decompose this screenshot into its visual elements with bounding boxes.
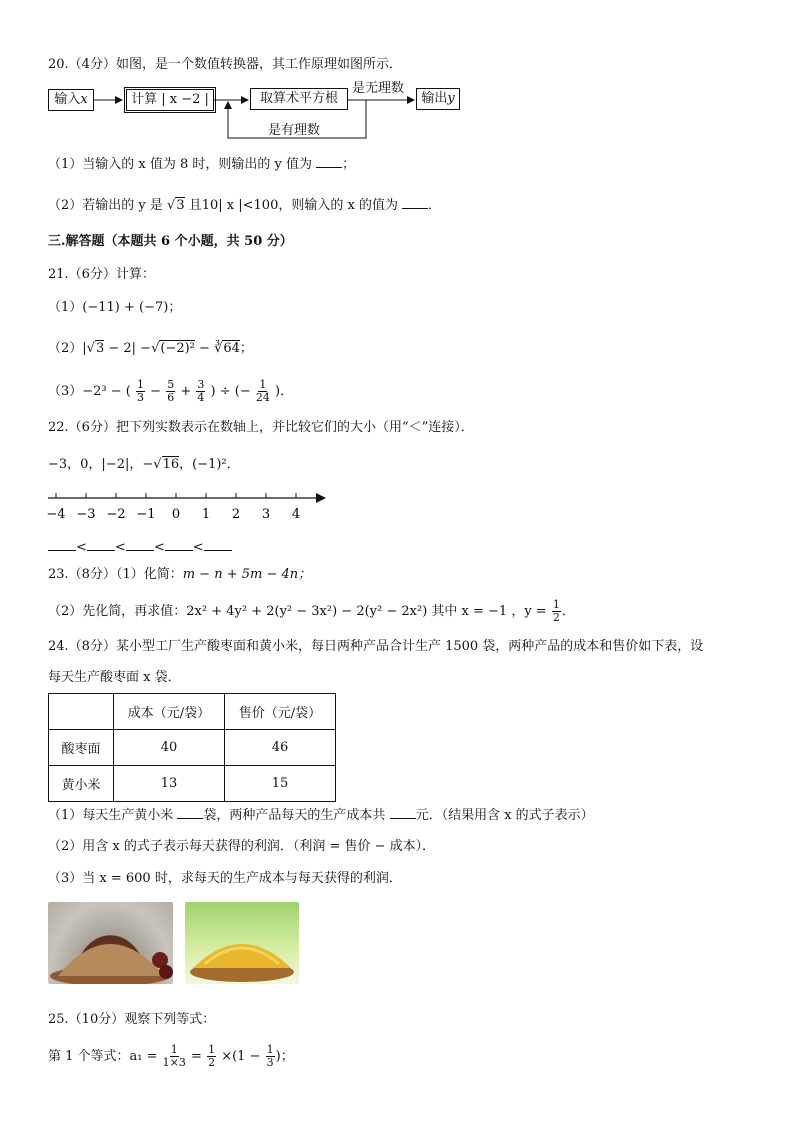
q20-header: 20.（4分）如图，是一个数值转换器，其工作原理如图所示． bbox=[48, 57, 402, 72]
q20-sub1-text: （1）当输入的 x 值为 8 时，则输出的 y 值为 bbox=[48, 157, 313, 172]
flow-calc-box: 计算 | x −2 | bbox=[124, 87, 216, 113]
millet-photo bbox=[185, 902, 299, 984]
q21-header: 21.（6分）计算： bbox=[48, 267, 155, 282]
flow-input-var: x bbox=[80, 92, 88, 107]
table-cell: 15 bbox=[225, 766, 336, 802]
number-line-arrow-icon bbox=[316, 493, 326, 503]
answer-blank bbox=[87, 538, 115, 551]
q23-sub2 bbox=[48, 599, 575, 624]
fraction bbox=[552, 599, 561, 624]
q24-sub1-c: 元．（结果用含 x 的式子表示） bbox=[415, 808, 594, 823]
q20-sub2-root: 3 bbox=[176, 198, 185, 213]
q21-sub2-f: 64 bbox=[223, 341, 240, 356]
q21-sub2: （2）|√3 − 2| −√(−2)² − ∛64； bbox=[48, 341, 253, 356]
flow-sqrt-box: 取算术平方根 bbox=[250, 88, 348, 110]
frac-num: 1 bbox=[552, 598, 560, 611]
flow-input-label: 输入 bbox=[54, 92, 81, 107]
fraction bbox=[207, 1044, 216, 1069]
flour-pile-icon bbox=[48, 902, 173, 984]
number-line-tick-label: 3 bbox=[261, 507, 271, 522]
fraction bbox=[136, 379, 145, 404]
q20-sub2-text: （2）若输出的 y 是 bbox=[48, 198, 163, 213]
table-header-price: 售价（元/袋） bbox=[225, 694, 336, 730]
table-header-cost: 成本（元/袋） bbox=[114, 694, 225, 730]
lt-sign: < bbox=[76, 540, 87, 555]
q24-sub2: （2）用含 x 的式子表示每天获得的利润．（利润 = 售价 − 成本）． bbox=[48, 839, 436, 854]
answer-blank bbox=[177, 806, 203, 819]
arrow-feedback bbox=[228, 100, 366, 138]
q20-sub2-mid: 且10 bbox=[188, 198, 219, 213]
flow-output-var: y bbox=[447, 91, 455, 106]
frac-den: 3 bbox=[266, 1056, 274, 1069]
table-cell: 40 bbox=[114, 730, 225, 766]
jujube-flour-photo bbox=[48, 902, 173, 984]
answer-blank bbox=[165, 538, 193, 551]
number-line-tick-label: −2 bbox=[106, 507, 126, 522]
q21-sub1: （1）(−11) + (−7)； bbox=[48, 300, 182, 315]
table-cell: 13 bbox=[114, 766, 225, 802]
lt-sign: < bbox=[153, 540, 165, 555]
number-line-ticks bbox=[46, 493, 300, 522]
q22-numbers: −3，0，|−2|，−√16，(−1)²． bbox=[48, 457, 240, 472]
operator: ) ÷ (− bbox=[210, 384, 251, 399]
q25-eq1 bbox=[48, 1044, 294, 1069]
answer-blank bbox=[204, 538, 232, 551]
frac-num: 1 bbox=[259, 378, 267, 391]
answer-blank bbox=[316, 155, 342, 168]
frac-num: 1 bbox=[137, 378, 145, 391]
q21-sub2-d: (−2)² bbox=[160, 341, 195, 356]
number-line-tick-label: 1 bbox=[201, 507, 211, 522]
q24-sub1-a: （1）每天生产黄小米 bbox=[48, 808, 174, 823]
frac-den: 1×3 bbox=[162, 1056, 186, 1069]
frac-den: 3 bbox=[137, 391, 145, 404]
q21-sub2-a: （2）| bbox=[48, 341, 87, 356]
frac-num: 1 bbox=[266, 1043, 274, 1056]
answer-blank bbox=[390, 806, 416, 819]
flow-irrational-label: 是无理数 bbox=[352, 81, 405, 96]
q21-sub2-b: 3 bbox=[95, 341, 105, 356]
number-line-tick-label: −4 bbox=[46, 507, 66, 522]
q25-header: 25.（10分）观察下列等式： bbox=[48, 1012, 216, 1027]
number-line bbox=[40, 486, 340, 526]
q20-sub2-end: ． bbox=[428, 198, 442, 213]
frac-den: 24 bbox=[255, 391, 270, 404]
q21-sub3-end: )． bbox=[275, 384, 294, 399]
frac-den: 2 bbox=[552, 611, 560, 624]
q22-nums-a: −3，0，|−2|，− bbox=[48, 457, 154, 472]
q25-eq-end: )； bbox=[275, 1049, 294, 1064]
section-title: 三.解答题（本题共 6 个小题，共 50 分） bbox=[48, 234, 293, 249]
answer-blank bbox=[126, 538, 154, 551]
q25-eq-a: 第 1 个等式：a₁ = bbox=[48, 1049, 158, 1064]
operator: − bbox=[150, 384, 162, 399]
operator: + bbox=[180, 384, 192, 399]
q20-sub1 bbox=[48, 155, 355, 174]
frac-num: 3 bbox=[197, 378, 205, 391]
frac-den: 6 bbox=[167, 391, 175, 404]
table-cell: 黄小米 bbox=[49, 766, 114, 802]
fraction bbox=[266, 1044, 275, 1069]
q21-sub3-a: （3）−2³ − ( bbox=[48, 384, 131, 399]
frac-num: 1 bbox=[208, 1043, 216, 1056]
answer-blank bbox=[48, 538, 76, 551]
q22-compare bbox=[48, 538, 232, 557]
q24-line1: 24.（8分）某小型工厂生产酸枣面和黄小米，每日两种产品合计生产 1500 袋，两种产品的成本和售价如下表，设 bbox=[48, 639, 704, 654]
q22-nums-b: ，(−1)²． bbox=[179, 457, 240, 472]
q24-line2: 每天生产酸枣面 x 袋． bbox=[48, 670, 181, 685]
q20-sub1-end: ； bbox=[342, 157, 356, 172]
q25-eq-b: = bbox=[191, 1049, 202, 1064]
frac-num: 5 bbox=[167, 378, 175, 391]
table-row bbox=[49, 730, 336, 766]
lt-sign: < bbox=[114, 540, 126, 555]
q21-sub2-c: − 2| − bbox=[104, 341, 152, 356]
q22-header: 22.（6分）把下列实数表示在数轴上，并比较它们的大小（用“＜”连接）． bbox=[48, 420, 474, 435]
number-line-tick-label: 4 bbox=[291, 507, 301, 522]
table-row bbox=[49, 766, 336, 802]
frac-den: 2 bbox=[208, 1056, 216, 1069]
millet-bowl-icon bbox=[185, 902, 299, 984]
fraction bbox=[256, 379, 270, 404]
number-line-tick-label: −3 bbox=[76, 507, 96, 522]
number-line-tick-label: 0 bbox=[171, 507, 181, 522]
flow-arrows bbox=[0, 0, 794, 150]
lt-sign: < bbox=[192, 540, 204, 555]
fraction bbox=[166, 379, 175, 404]
q22-nums-root: 16 bbox=[162, 457, 180, 472]
q24-sub3: （3）当 x = 600 时，求每天的生产成本与每天获得的利润． bbox=[48, 871, 402, 886]
fraction bbox=[163, 1044, 186, 1069]
table-cell: 酸枣面 bbox=[49, 730, 114, 766]
q23-expr1: m − n + 5m − 4n； bbox=[182, 567, 312, 582]
q21-sub3 bbox=[48, 379, 293, 404]
table-cell: 46 bbox=[225, 730, 336, 766]
q25-eq-c: ×(1 − bbox=[221, 1049, 261, 1064]
flow-output-label: 输出 bbox=[421, 91, 448, 106]
fraction bbox=[196, 379, 205, 404]
q24-sub1-b: 袋，两种产品每天的生产成本共 bbox=[203, 808, 386, 823]
q23-sub2-end: ． bbox=[561, 604, 575, 619]
number-line-tick-label: 2 bbox=[231, 507, 241, 522]
cost-price-table bbox=[48, 693, 336, 802]
flow-rational-label: 是有理数 bbox=[268, 123, 321, 138]
table-header-row bbox=[49, 694, 336, 730]
q23-sub1 bbox=[48, 566, 311, 584]
frac-den: 4 bbox=[197, 391, 205, 404]
q23-sub2-text: （2）先化简，再求值：2x² + 4y² + 2(y² − 3x²) − 2(y² − 2x²) 其中 x = −1 ，y = bbox=[48, 604, 547, 619]
q20-sub2-cond: | x |<100，则输入的 x 的值为 bbox=[218, 198, 398, 213]
table-cell bbox=[49, 694, 114, 730]
q24-sub1 bbox=[48, 806, 594, 825]
q20-sub2: （2）若输出的 y 是 √3 且10| x |<100，则输入的 x 的值为 ． bbox=[48, 198, 442, 213]
answer-blank bbox=[402, 196, 428, 209]
frac-num: 1 bbox=[170, 1043, 178, 1056]
q21-sub2-g: ； bbox=[239, 341, 253, 356]
q21-sub2-e: − ∛ bbox=[194, 341, 223, 356]
number-line-tick-label: −1 bbox=[136, 507, 156, 522]
q23-header: 23.（8分）（1）化简： bbox=[48, 567, 183, 582]
